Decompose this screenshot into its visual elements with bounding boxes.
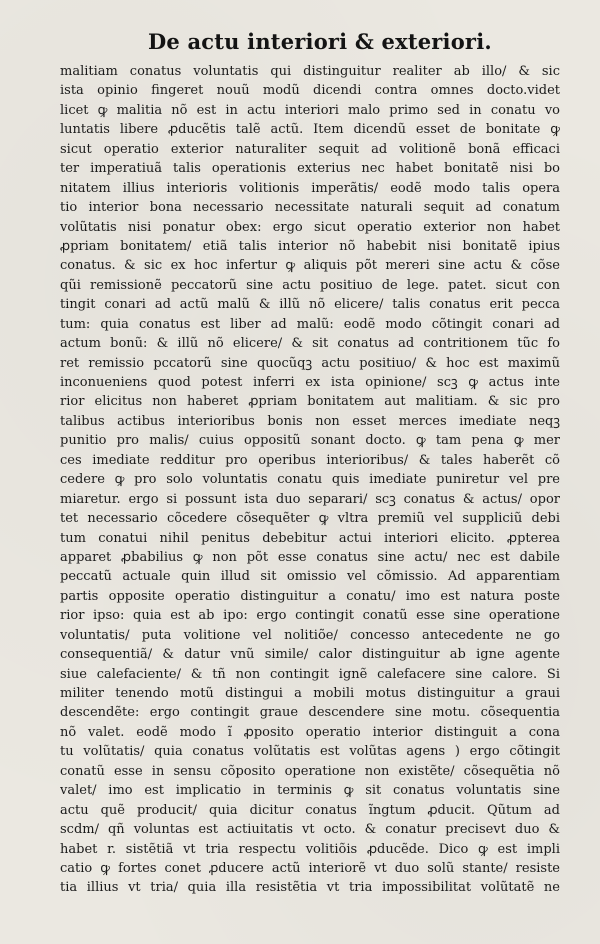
text-line: tia illius vt tria/ quia illa resistẽtia vt tria impossibilitat volũtatẽ ne [60, 880, 560, 896]
text-line: licet ꝙ malitia nõ est in actu interiori malo primo sed in conatu vo [60, 102, 560, 118]
text-line: volũtatis nisi ponatur obex: ergo sicut operatio exterior non habet [60, 219, 560, 235]
text-block [60, 62, 560, 898]
text-line: tu volũtatis/ quia conatus volũtatis est volũtas agens ) ergo cõtingit [60, 744, 560, 760]
running-head: De actu interiori & exteriori. [148, 29, 492, 54]
text-line: tum conatui nihil penitus debebitur actui interiori elicito. ꝓpterea [60, 530, 560, 546]
text-line: actum bonũ: & illũ nõ elicere/ & sit conatus ad contritionem tũc fo [60, 336, 560, 352]
text-line: descendẽte: ergo contingit graue descendere sine motu. cõsequentia [60, 705, 560, 721]
text-line: partis opposite operatio distinguitur a conatu/ imo est natura poste [60, 588, 560, 604]
text-line: ista opinio fingeret nouũ modũ dicendi contra omnes docto.videt [60, 83, 560, 99]
text-line: talibus actibus interioribus bonis non esset merces imediate neqꝫ [60, 413, 560, 429]
text-line: rior ipso: quia est ab ipo: ergo contingit conatũ esse sine operatione [60, 608, 560, 624]
text-line: ret remissio pccatorũ sine quocũqꝫ actu positiuo/ & hoc est maximũ [60, 355, 560, 371]
text-line: ꝓpriam bonitatem/ etiã talis interior nõ habebit nisi bonitatẽ ipius [60, 238, 560, 254]
text-line: actu quẽ producit/ quia dicitur conatus ĩngtum ꝓducit. Qũtum ad [60, 802, 560, 818]
text-line: consequentiã/ & datur vnũ simile/ calor distinguitur ab igne agente [60, 647, 560, 663]
text-line: tum: quia conatus est liber ad malũ: eodẽ modo cõtingit conari ad [60, 316, 560, 332]
text-line: ces imediate redditur pro operibus interioribus/ & tales haberẽt cõ [60, 452, 560, 468]
text-line: voluntatis/ puta volitione vel nolitiõe/ concesso antecedente ne go [60, 627, 560, 643]
text-line: tio interior bona necessario necessitate naturali sequit ad conatum [60, 200, 560, 216]
text-line: nõ valet. eodẽ modo ĩ ꝓposito operatio interior distinguit a cona [60, 724, 560, 740]
text-line: habet r. sistẽtiã vt tria respectu volitiõis ꝓducẽde. Dico ꝙ est impli [60, 841, 560, 857]
text-line: tet necessario cõcedere cõsequẽter ꝙ vltra premiũ vel suppliciũ debi [60, 511, 560, 527]
text-line: siue calefaciente/ & tñ non contingit ignẽ calefacere sine calore. Si [60, 666, 560, 682]
text-line: rior elicitus non haberet ꝓpriam bonitatem aut malitiam. & sic pro [60, 394, 560, 410]
text-line: miaretur. ergo si possunt ista duo separari/ scꝫ conatus & actus/ opor [60, 491, 560, 507]
text-line: ter imperatiuã talis operationis exterius nec habet bonitatẽ nisi bo [60, 161, 560, 177]
text-line: valet/ imo est implicatio in terminis ꝙ sit conatus voluntatis sine [60, 783, 560, 799]
text-line: militer tenendo motũ distingui a mobili motus distinguitur a graui [60, 686, 560, 701]
text-line: apparet ꝓbabilius ꝙ non põt esse conatus sine actu/ nec est dabile [60, 549, 560, 565]
text-line: conatus. & sic ex hoc infertur ꝙ aliquis põt mereri sine actu & cõse [60, 258, 560, 274]
text-line: peccatũ actuale quin illud sit omissio vel cõmissio. Ad apparentiam [60, 569, 560, 585]
text-line: catio ꝙ fortes conet ꝓducere actũ interiorẽ vt duo solũ stante/ resiste [60, 860, 560, 876]
text-line: malitiam conatus voluntatis qui distinguitur realiter ab illo/ & sic [60, 64, 560, 79]
text-line: cedere ꝙ pro solo voluntatis conatu quis imediate puniretur vel pre [60, 472, 560, 488]
text-line: punitio pro malis/ cuius oppositũ sonant docto. ꝙ tam pena ꝙ mer [60, 433, 560, 449]
text-line: sicut operatio exterior naturaliter sequit ad volitionẽ bonã efficaci [60, 141, 560, 157]
text-line: luntatis libere ꝓducẽtis talẽ actũ. Item dicendũ esset de bonitate ꝙ [60, 122, 560, 138]
text-line: tingit conari ad actũ malũ & illũ nõ elicere/ talis conatus erit pecca [60, 297, 560, 313]
text-line: scdm/ qñ voluntas est actiuitatis vt octo. & conatur precisevt duo & [60, 822, 560, 838]
text-line: qũi remissionẽ peccatorũ sine actu positiuo de lege. patet. sicut con [60, 277, 560, 293]
text-line: inconueniens quod potest inferri ex ista opinione/ scꝫ ꝙ actus inte [60, 375, 560, 390]
text-line: conatũ esse in sensu cõposito operatione non existẽte/ cõsequẽtia nõ [60, 763, 560, 779]
text-line: nitatem illius interioris volitionis imperãtis/ eodẽ modo talis opera [60, 180, 560, 196]
